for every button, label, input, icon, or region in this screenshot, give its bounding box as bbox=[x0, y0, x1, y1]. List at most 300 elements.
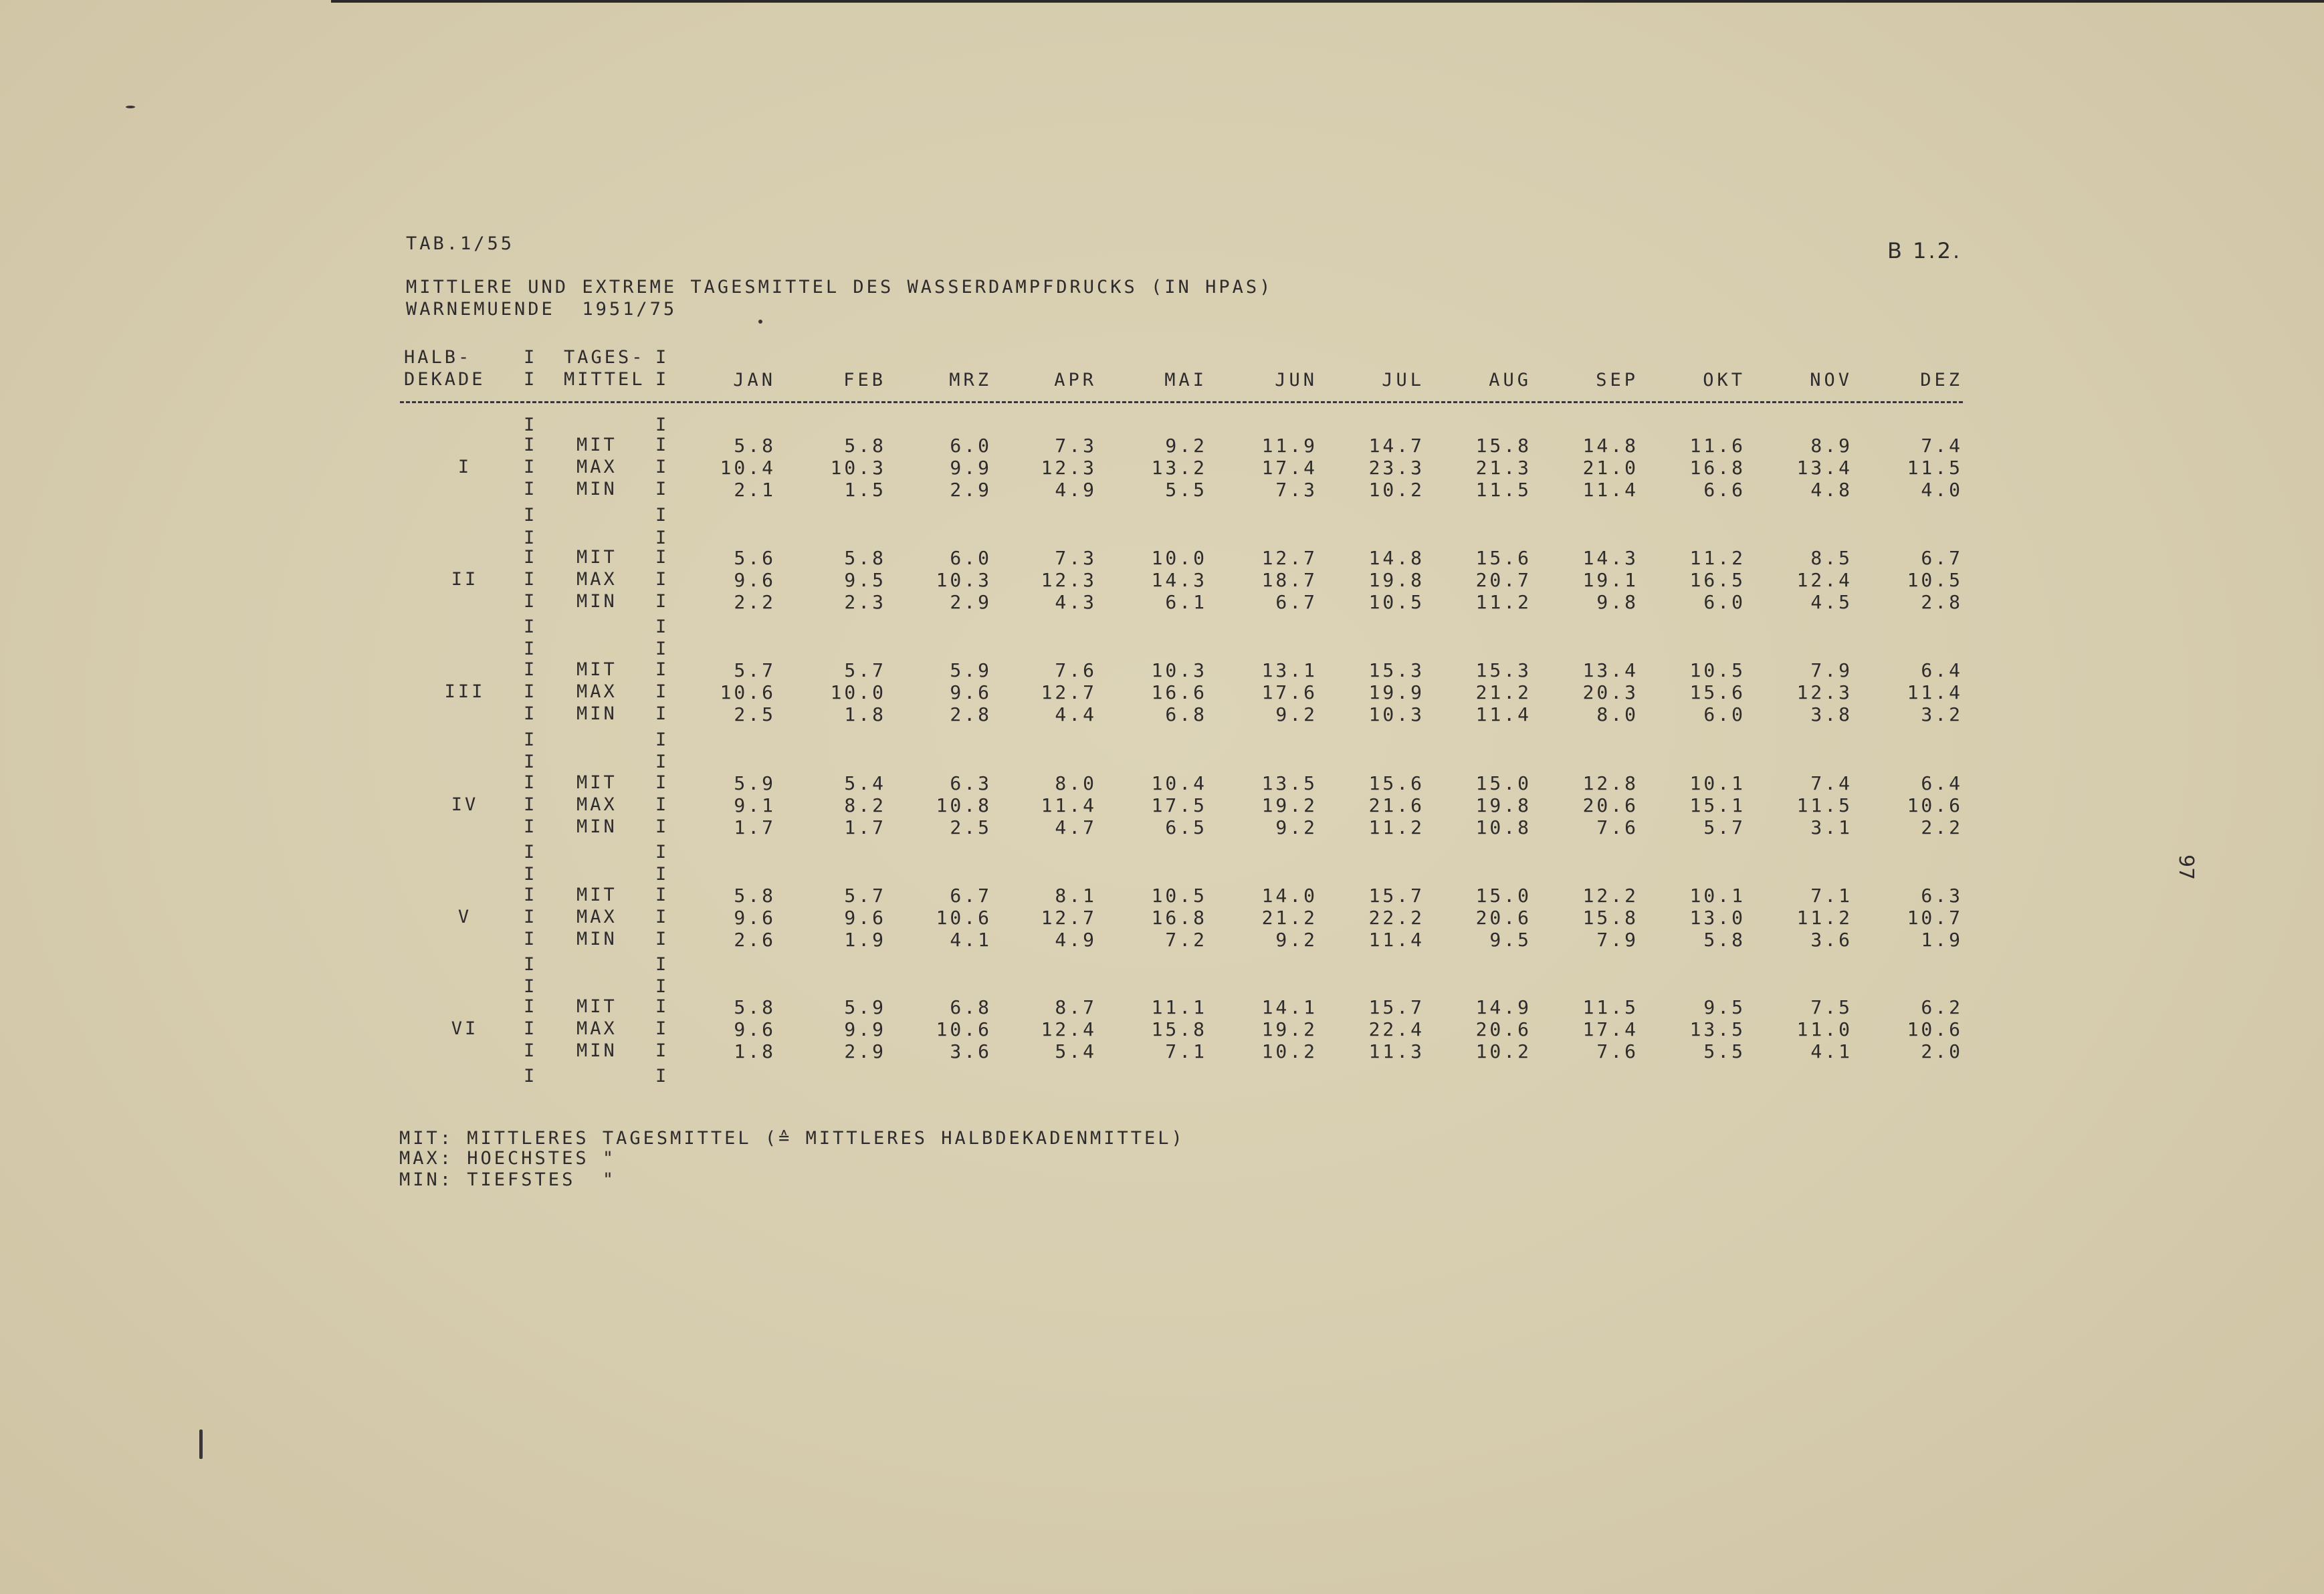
value-max-aug: 20.7 bbox=[1475, 569, 1531, 591]
column-separator: I bbox=[524, 457, 538, 477]
value-min-sep: 7.9 bbox=[1596, 929, 1639, 951]
column-separator: I bbox=[524, 639, 538, 659]
value-max-mai: 13.2 bbox=[1151, 457, 1207, 479]
value-max-apr: 12.3 bbox=[1041, 457, 1097, 479]
value-max-nov: 11.2 bbox=[1796, 907, 1853, 929]
stat-label-max: MAX bbox=[576, 907, 617, 927]
value-mit-nov: 7.5 bbox=[1810, 996, 1853, 1018]
value-mit-aug: 15.0 bbox=[1475, 772, 1531, 794]
value-mit-jan: 5.6 bbox=[734, 547, 776, 569]
value-min-feb: 1.5 bbox=[844, 479, 886, 501]
month-header-dez: DEZ bbox=[1920, 370, 1963, 390]
month-header-sep: SEP bbox=[1596, 370, 1639, 390]
value-mit-mrz: 6.0 bbox=[950, 435, 992, 457]
column-separator: I bbox=[655, 996, 669, 1017]
value-max-sep: 21.0 bbox=[1582, 457, 1639, 479]
value-min-jul: 10.5 bbox=[1368, 591, 1424, 613]
table-title: MITTLERE UND EXTREME TAGESMITTEL DES WASSERDAMPFDRUCKS (IN HPAS) bbox=[406, 277, 1273, 298]
value-min-okt: 6.0 bbox=[1703, 703, 1746, 725]
value-mit-apr: 8.1 bbox=[1055, 885, 1097, 907]
column-separator: I bbox=[524, 907, 538, 927]
value-max-jun: 19.2 bbox=[1261, 1018, 1317, 1040]
month-header-apr: APR bbox=[1054, 370, 1097, 390]
column-separator: I bbox=[655, 569, 669, 590]
value-mit-jun: 14.1 bbox=[1261, 996, 1317, 1018]
value-mit-dez: 7.4 bbox=[1921, 435, 1963, 457]
value-max-feb: 9.6 bbox=[844, 907, 886, 929]
stat-label-mit: MIT bbox=[576, 772, 617, 793]
value-mit-jan: 5.9 bbox=[734, 772, 776, 794]
value-max-mai: 16.8 bbox=[1151, 907, 1207, 929]
value-max-jul: 21.6 bbox=[1368, 794, 1424, 816]
value-max-jul: 22.4 bbox=[1368, 1018, 1424, 1040]
column-separator: I bbox=[524, 528, 538, 548]
column-separator: I bbox=[655, 415, 669, 435]
column-separator: I bbox=[655, 1066, 669, 1087]
value-mit-aug: 15.6 bbox=[1475, 547, 1531, 569]
value-mit-jul: 15.6 bbox=[1368, 772, 1424, 794]
value-min-mrz: 4.1 bbox=[950, 929, 992, 951]
value-min-apr: 5.4 bbox=[1055, 1040, 1097, 1062]
value-mit-jun: 11.9 bbox=[1261, 435, 1317, 457]
value-mit-apr: 7.6 bbox=[1055, 659, 1097, 681]
value-max-sep: 17.4 bbox=[1582, 1018, 1639, 1040]
halbdekade-label: III bbox=[444, 681, 486, 702]
value-min-mrz: 2.9 bbox=[950, 591, 992, 613]
value-max-apr: 12.3 bbox=[1041, 569, 1097, 591]
value-max-apr: 12.7 bbox=[1041, 907, 1097, 929]
value-mit-dez: 6.4 bbox=[1921, 772, 1963, 794]
value-max-aug: 20.6 bbox=[1475, 1018, 1531, 1040]
value-mit-jun: 12.7 bbox=[1261, 547, 1317, 569]
value-mit-mai: 10.5 bbox=[1151, 885, 1207, 907]
column-separator: I bbox=[524, 729, 538, 750]
column-separator: I bbox=[655, 347, 669, 368]
column-separator: I bbox=[524, 505, 538, 526]
value-min-mrz: 2.8 bbox=[950, 703, 992, 725]
value-min-jun: 10.2 bbox=[1261, 1040, 1317, 1062]
value-max-nov: 12.3 bbox=[1796, 681, 1853, 703]
value-min-mrz: 2.9 bbox=[950, 479, 992, 501]
stat-label-mit: MIT bbox=[576, 547, 617, 568]
value-mit-apr: 7.3 bbox=[1055, 547, 1097, 569]
value-min-nov: 3.1 bbox=[1810, 816, 1853, 838]
header-dekade: DEKADE bbox=[404, 369, 486, 390]
value-min-aug: 9.5 bbox=[1489, 929, 1531, 951]
value-min-jul: 10.3 bbox=[1368, 703, 1424, 725]
value-min-aug: 11.4 bbox=[1475, 703, 1531, 725]
table-subtitle: WARNEMUENDE 1951/75 bbox=[406, 299, 677, 320]
column-separator: I bbox=[655, 729, 669, 750]
value-mit-okt: 10.1 bbox=[1689, 885, 1746, 907]
value-mit-okt: 10.5 bbox=[1689, 659, 1746, 681]
value-mit-feb: 5.4 bbox=[844, 772, 886, 794]
value-min-jan: 2.6 bbox=[734, 929, 776, 951]
column-separator: I bbox=[655, 976, 669, 997]
value-min-aug: 10.8 bbox=[1475, 816, 1531, 838]
section-code: B 1.2. bbox=[1887, 238, 1962, 263]
value-max-aug: 21.3 bbox=[1475, 457, 1531, 479]
page-top-edge bbox=[331, 0, 2324, 3]
column-separator: I bbox=[655, 1040, 669, 1061]
legend-max: MAX: HOECHSTES " bbox=[399, 1148, 617, 1169]
value-max-aug: 19.8 bbox=[1475, 794, 1531, 816]
value-min-nov: 4.8 bbox=[1810, 479, 1853, 501]
stat-label-max: MAX bbox=[576, 681, 617, 702]
value-max-aug: 21.2 bbox=[1475, 681, 1531, 703]
value-mit-mai: 10.0 bbox=[1151, 547, 1207, 569]
column-separator: I bbox=[524, 816, 538, 837]
value-min-nov: 4.5 bbox=[1810, 591, 1853, 613]
value-min-apr: 4.9 bbox=[1055, 479, 1097, 501]
value-mit-dez: 6.7 bbox=[1921, 547, 1963, 569]
column-separator: I bbox=[655, 547, 669, 568]
value-max-jun: 19.2 bbox=[1261, 794, 1317, 816]
value-max-jun: 21.2 bbox=[1261, 907, 1317, 929]
column-separator: I bbox=[655, 794, 669, 815]
value-max-feb: 9.5 bbox=[844, 569, 886, 591]
column-separator: I bbox=[655, 929, 669, 949]
column-separator: I bbox=[524, 996, 538, 1017]
value-max-apr: 12.7 bbox=[1041, 681, 1097, 703]
value-mit-apr: 7.3 bbox=[1055, 435, 1097, 457]
value-max-mrz: 9.6 bbox=[950, 681, 992, 703]
value-max-dez: 10.7 bbox=[1907, 907, 1963, 929]
halbdekade-label: V bbox=[457, 907, 472, 927]
stat-label-max: MAX bbox=[576, 794, 617, 815]
value-max-feb: 10.0 bbox=[830, 681, 886, 703]
value-max-mai: 17.5 bbox=[1151, 794, 1207, 816]
value-min-okt: 5.5 bbox=[1703, 1040, 1746, 1062]
column-separator: I bbox=[524, 591, 538, 612]
value-mit-sep: 12.2 bbox=[1582, 885, 1639, 907]
value-max-mrz: 10.8 bbox=[936, 794, 992, 816]
value-max-mrz: 10.3 bbox=[936, 569, 992, 591]
value-max-jan: 9.6 bbox=[734, 1018, 776, 1040]
value-mit-sep: 12.8 bbox=[1582, 772, 1639, 794]
value-min-sep: 7.6 bbox=[1596, 816, 1639, 838]
value-min-okt: 5.7 bbox=[1703, 816, 1746, 838]
value-max-mrz: 10.6 bbox=[936, 1018, 992, 1040]
value-max-sep: 20.3 bbox=[1582, 681, 1639, 703]
header-tages: TAGES- bbox=[564, 347, 645, 368]
value-min-dez: 2.8 bbox=[1921, 591, 1963, 613]
value-max-mrz: 9.9 bbox=[950, 457, 992, 479]
value-min-dez: 4.0 bbox=[1921, 479, 1963, 501]
value-max-mai: 14.3 bbox=[1151, 569, 1207, 591]
column-separator: I bbox=[524, 547, 538, 568]
value-min-feb: 2.3 bbox=[844, 591, 886, 613]
value-mit-aug: 15.0 bbox=[1475, 885, 1531, 907]
paper-speck bbox=[758, 320, 762, 324]
value-max-jun: 17.6 bbox=[1261, 681, 1317, 703]
value-mit-mai: 11.1 bbox=[1151, 996, 1207, 1018]
value-mit-nov: 7.1 bbox=[1810, 885, 1853, 907]
value-min-okt: 5.8 bbox=[1703, 929, 1746, 951]
stat-label-mit: MIT bbox=[576, 659, 617, 680]
value-max-jul: 22.2 bbox=[1368, 907, 1424, 929]
value-mit-okt: 9.5 bbox=[1703, 996, 1746, 1018]
value-max-jan: 9.6 bbox=[734, 907, 776, 929]
month-header-nov: NOV bbox=[1810, 370, 1853, 390]
value-max-sep: 15.8 bbox=[1582, 907, 1639, 929]
value-mit-jul: 15.3 bbox=[1368, 659, 1424, 681]
value-mit-jul: 15.7 bbox=[1368, 885, 1424, 907]
column-separator: I bbox=[655, 772, 669, 793]
value-max-jun: 17.4 bbox=[1261, 457, 1317, 479]
column-separator: I bbox=[524, 794, 538, 815]
value-min-sep: 9.8 bbox=[1596, 591, 1639, 613]
value-mit-apr: 8.7 bbox=[1055, 996, 1097, 1018]
value-min-nov: 3.8 bbox=[1810, 703, 1853, 725]
column-separator: I bbox=[524, 842, 538, 863]
stat-label-min: MIN bbox=[576, 703, 617, 724]
column-separator: I bbox=[655, 528, 669, 548]
column-separator: I bbox=[655, 435, 669, 455]
value-mit-mrz: 6.8 bbox=[950, 996, 992, 1018]
value-mit-jul: 15.7 bbox=[1368, 996, 1424, 1018]
value-min-mai: 6.5 bbox=[1165, 816, 1207, 838]
value-mit-mrz: 6.3 bbox=[950, 772, 992, 794]
month-header-mrz: MRZ bbox=[949, 370, 992, 390]
value-min-jan: 2.1 bbox=[734, 479, 776, 501]
value-max-nov: 12.4 bbox=[1796, 569, 1853, 591]
value-max-dez: 11.4 bbox=[1907, 681, 1963, 703]
value-max-apr: 12.4 bbox=[1041, 1018, 1097, 1040]
value-mit-sep: 14.3 bbox=[1582, 547, 1639, 569]
value-max-dez: 10.6 bbox=[1907, 794, 1963, 816]
stat-label-min: MIN bbox=[576, 1040, 617, 1061]
column-separator: I bbox=[524, 885, 538, 905]
value-mit-aug: 15.3 bbox=[1475, 659, 1531, 681]
value-min-mrz: 2.5 bbox=[950, 816, 992, 838]
column-separator: I bbox=[655, 479, 669, 499]
month-header-mai: MAI bbox=[1164, 370, 1207, 390]
value-mit-feb: 5.7 bbox=[844, 885, 886, 907]
value-min-feb: 2.9 bbox=[844, 1040, 886, 1062]
value-min-okt: 6.0 bbox=[1703, 591, 1746, 613]
page-number: 97 bbox=[2174, 855, 2198, 881]
value-min-sep: 11.4 bbox=[1582, 479, 1639, 501]
value-min-jan: 2.2 bbox=[734, 591, 776, 613]
column-separator: I bbox=[655, 885, 669, 905]
value-max-nov: 11.5 bbox=[1796, 794, 1853, 816]
column-separator: I bbox=[524, 772, 538, 793]
value-mit-mai: 9.2 bbox=[1165, 435, 1207, 457]
column-separator: I bbox=[524, 954, 538, 975]
column-separator: I bbox=[655, 816, 669, 837]
legend-min: MIN: TIEFSTES " bbox=[399, 1169, 617, 1190]
value-max-okt: 15.6 bbox=[1689, 681, 1746, 703]
value-mit-dez: 6.4 bbox=[1921, 659, 1963, 681]
value-mit-jun: 14.0 bbox=[1261, 885, 1317, 907]
month-header-jan: JAN bbox=[733, 370, 776, 390]
value-min-nov: 4.1 bbox=[1810, 1040, 1853, 1062]
value-max-dez: 10.5 bbox=[1907, 569, 1963, 591]
value-mit-nov: 7.4 bbox=[1810, 772, 1853, 794]
month-header-aug: AUG bbox=[1489, 370, 1531, 390]
value-mit-sep: 14.8 bbox=[1582, 435, 1639, 457]
value-mit-jun: 13.5 bbox=[1261, 772, 1317, 794]
header-halb: HALB- bbox=[404, 347, 472, 368]
value-min-jul: 11.4 bbox=[1368, 929, 1424, 951]
column-separator: I bbox=[655, 703, 669, 724]
column-separator: I bbox=[524, 435, 538, 455]
column-separator: I bbox=[655, 639, 669, 659]
value-mit-jul: 14.7 bbox=[1368, 435, 1424, 457]
column-separator: I bbox=[655, 457, 669, 477]
value-min-dez: 3.2 bbox=[1921, 703, 1963, 725]
column-separator: I bbox=[655, 842, 669, 863]
value-min-dez: 2.2 bbox=[1921, 816, 1963, 838]
column-separator: I bbox=[655, 591, 669, 612]
value-mit-nov: 7.9 bbox=[1810, 659, 1853, 681]
column-separator: I bbox=[524, 681, 538, 702]
value-min-mai: 7.2 bbox=[1165, 929, 1207, 951]
stat-label-max: MAX bbox=[576, 569, 617, 590]
value-min-jul: 10.2 bbox=[1368, 479, 1424, 501]
value-mit-sep: 11.5 bbox=[1582, 996, 1639, 1018]
month-header-feb: FEB bbox=[843, 370, 886, 390]
value-mit-feb: 5.8 bbox=[844, 547, 886, 569]
column-separator: I bbox=[524, 703, 538, 724]
value-max-sep: 20.6 bbox=[1582, 794, 1639, 816]
column-separator: I bbox=[524, 415, 538, 435]
value-mit-sep: 13.4 bbox=[1582, 659, 1639, 681]
value-max-jul: 19.8 bbox=[1368, 569, 1424, 591]
value-mit-mrz: 6.0 bbox=[950, 547, 992, 569]
value-max-jul: 23.3 bbox=[1368, 457, 1424, 479]
value-max-jan: 10.6 bbox=[720, 681, 776, 703]
column-separator: I bbox=[655, 369, 669, 390]
value-max-sep: 19.1 bbox=[1582, 569, 1639, 591]
value-mit-jan: 5.8 bbox=[734, 435, 776, 457]
value-min-feb: 1.9 bbox=[844, 929, 886, 951]
value-max-okt: 16.5 bbox=[1689, 569, 1746, 591]
stat-label-min: MIN bbox=[576, 479, 617, 499]
column-separator: I bbox=[655, 752, 669, 772]
column-separator: I bbox=[655, 954, 669, 975]
value-max-dez: 11.5 bbox=[1907, 457, 1963, 479]
column-separator: I bbox=[524, 569, 538, 590]
value-min-jan: 2.5 bbox=[734, 703, 776, 725]
halbdekade-label: IV bbox=[451, 794, 479, 815]
month-header-jun: JUN bbox=[1275, 370, 1317, 390]
value-max-jun: 18.7 bbox=[1261, 569, 1317, 591]
column-separator: I bbox=[524, 616, 538, 637]
value-max-feb: 9.9 bbox=[844, 1018, 886, 1040]
stat-label-mit: MIT bbox=[576, 996, 617, 1017]
value-min-okt: 6.6 bbox=[1703, 479, 1746, 501]
value-mit-mai: 10.3 bbox=[1151, 659, 1207, 681]
value-mit-feb: 5.7 bbox=[844, 659, 886, 681]
value-min-jun: 9.2 bbox=[1275, 929, 1317, 951]
value-min-mai: 5.5 bbox=[1165, 479, 1207, 501]
value-min-jul: 11.3 bbox=[1368, 1040, 1424, 1062]
legend-mit: MIT: MITTLERES TAGESMITTEL (≙ MITTLERES HALBDEKADENMITTEL) bbox=[399, 1128, 1185, 1149]
column-separator: I bbox=[655, 616, 669, 637]
halbdekade-label: VI bbox=[451, 1018, 479, 1039]
column-separator: I bbox=[655, 864, 669, 885]
column-separator: I bbox=[524, 976, 538, 997]
value-max-feb: 10.3 bbox=[830, 457, 886, 479]
value-min-jun: 9.2 bbox=[1275, 703, 1317, 725]
header-rule bbox=[400, 401, 1963, 403]
value-mit-jun: 13.1 bbox=[1261, 659, 1317, 681]
month-header-okt: OKT bbox=[1703, 370, 1746, 390]
value-min-dez: 2.0 bbox=[1921, 1040, 1963, 1062]
value-mit-jul: 14.8 bbox=[1368, 547, 1424, 569]
column-separator: I bbox=[655, 505, 669, 526]
value-min-dez: 1.9 bbox=[1921, 929, 1963, 951]
value-min-mrz: 3.6 bbox=[950, 1040, 992, 1062]
stat-label-min: MIN bbox=[576, 591, 617, 612]
value-min-apr: 4.3 bbox=[1055, 591, 1097, 613]
value-min-jan: 1.7 bbox=[734, 816, 776, 838]
halbdekade-label: I bbox=[457, 457, 472, 477]
column-separator: I bbox=[524, 347, 538, 368]
value-min-sep: 8.0 bbox=[1596, 703, 1639, 725]
value-mit-jan: 5.8 bbox=[734, 885, 776, 907]
value-max-jan: 9.6 bbox=[734, 569, 776, 591]
value-mit-okt: 11.6 bbox=[1689, 435, 1746, 457]
value-mit-apr: 8.0 bbox=[1055, 772, 1097, 794]
value-mit-nov: 8.5 bbox=[1810, 547, 1853, 569]
value-max-jan: 10.4 bbox=[720, 457, 776, 479]
value-min-mai: 6.8 bbox=[1165, 703, 1207, 725]
value-min-aug: 11.2 bbox=[1475, 591, 1531, 613]
value-max-okt: 16.8 bbox=[1689, 457, 1746, 479]
value-max-mai: 16.6 bbox=[1151, 681, 1207, 703]
value-mit-aug: 15.8 bbox=[1475, 435, 1531, 457]
stat-label-mit: MIT bbox=[576, 885, 617, 905]
value-max-feb: 8.2 bbox=[844, 794, 886, 816]
column-separator: I bbox=[524, 752, 538, 772]
value-max-okt: 13.5 bbox=[1689, 1018, 1746, 1040]
stat-label-max: MAX bbox=[576, 457, 617, 477]
column-separator: I bbox=[655, 681, 669, 702]
value-mit-aug: 14.9 bbox=[1475, 996, 1531, 1018]
column-separator: I bbox=[524, 369, 538, 390]
header-mittel: MITTEL bbox=[564, 369, 645, 390]
value-mit-okt: 10.1 bbox=[1689, 772, 1746, 794]
value-min-apr: 4.9 bbox=[1055, 929, 1097, 951]
value-max-mai: 15.8 bbox=[1151, 1018, 1207, 1040]
column-separator: I bbox=[524, 864, 538, 885]
stat-label-max: MAX bbox=[576, 1018, 617, 1039]
value-mit-mrz: 6.7 bbox=[950, 885, 992, 907]
stat-label-mit: MIT bbox=[576, 435, 617, 455]
value-mit-mrz: 5.9 bbox=[950, 659, 992, 681]
column-separator: I bbox=[655, 907, 669, 927]
value-mit-okt: 11.2 bbox=[1689, 547, 1746, 569]
value-min-aug: 10.2 bbox=[1475, 1040, 1531, 1062]
value-mit-dez: 6.3 bbox=[1921, 885, 1963, 907]
value-max-aug: 20.6 bbox=[1475, 907, 1531, 929]
column-separator: I bbox=[524, 1018, 538, 1039]
value-max-jan: 9.1 bbox=[734, 794, 776, 816]
value-mit-feb: 5.8 bbox=[844, 435, 886, 457]
value-min-jun: 7.3 bbox=[1275, 479, 1317, 501]
stat-label-min: MIN bbox=[576, 816, 617, 837]
column-separator: I bbox=[524, 929, 538, 949]
stat-label-min: MIN bbox=[576, 929, 617, 949]
value-min-jan: 1.8 bbox=[734, 1040, 776, 1062]
column-separator: I bbox=[524, 659, 538, 680]
column-separator: I bbox=[524, 1040, 538, 1061]
value-mit-jan: 5.7 bbox=[734, 659, 776, 681]
column-separator: I bbox=[655, 659, 669, 680]
